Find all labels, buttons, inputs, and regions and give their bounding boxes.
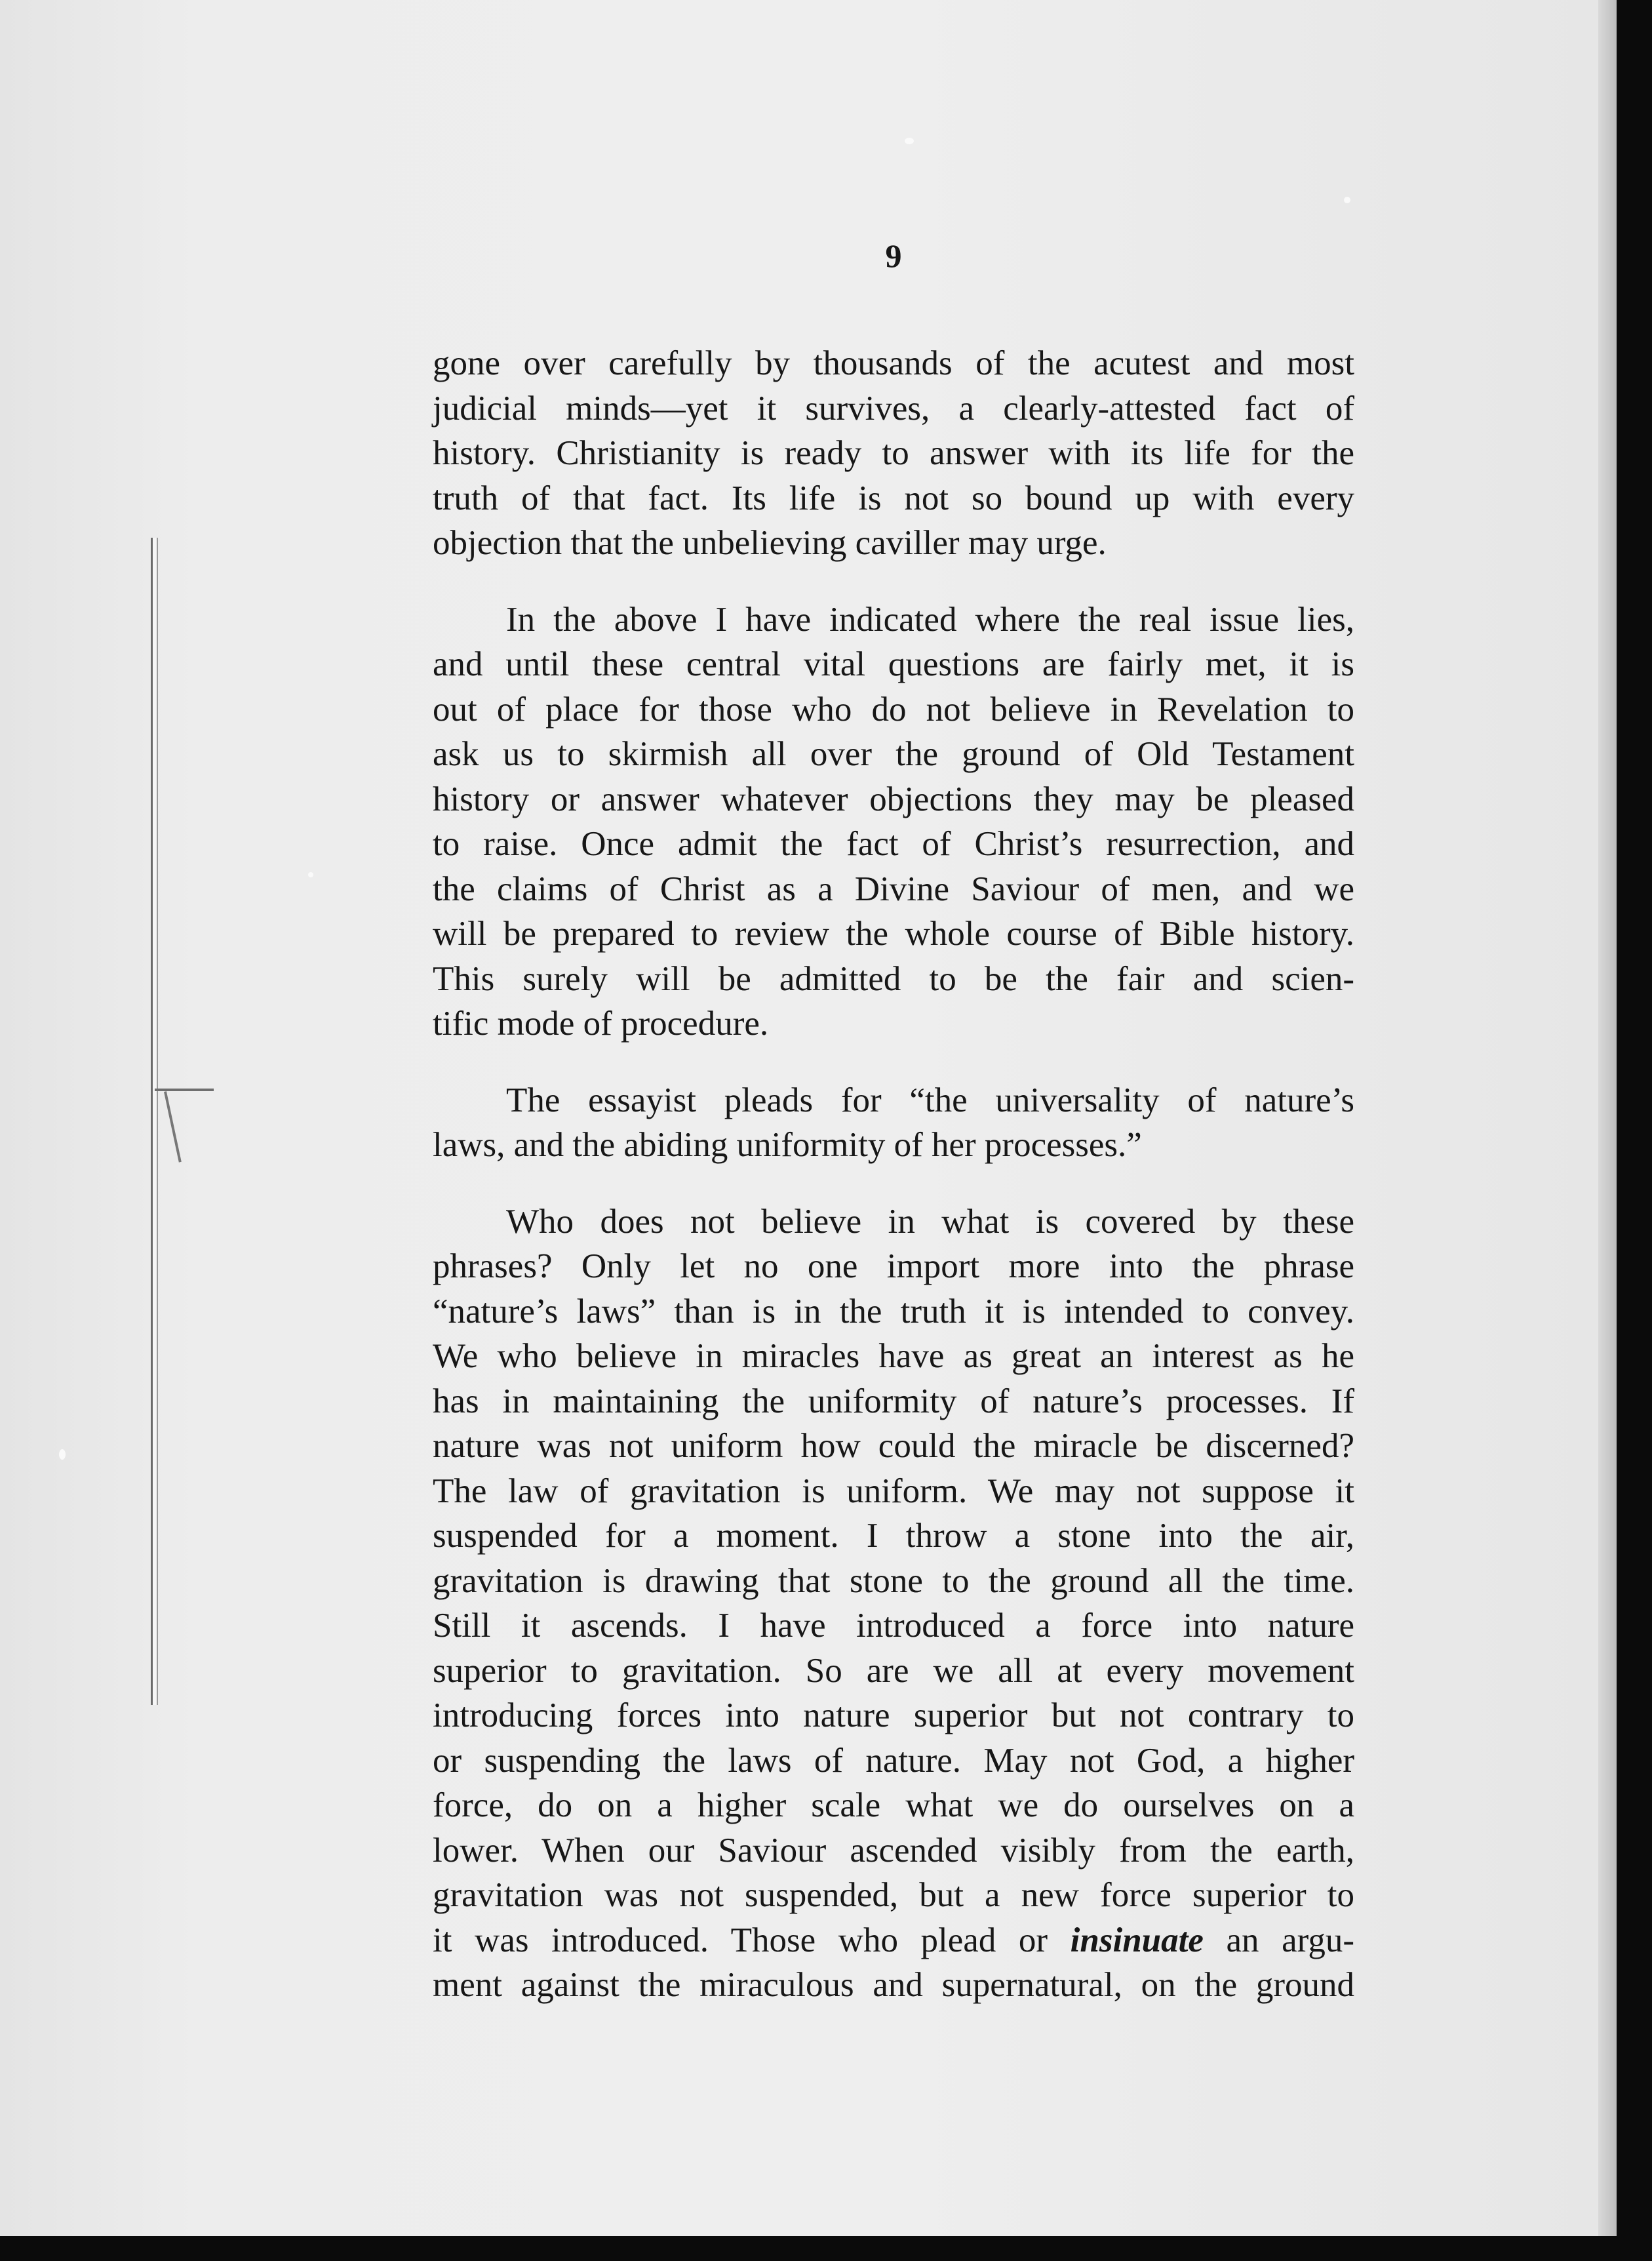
page-edge-shadow: [1598, 0, 1617, 2236]
emphasized-word: insinuate: [1070, 1921, 1204, 1959]
text-line: The essayist pleads for “the universality of nature’s: [506, 1081, 1354, 1119]
text-line: ask us to skirmish all over the ground of Old Testament: [433, 735, 1354, 773]
page-number: 9: [885, 237, 902, 274]
text-line: truth of that fact. Its life is not so bound up with every: [433, 479, 1354, 517]
text-line: out of place for those who do not believe in Revelation to: [433, 690, 1354, 729]
text-line: or suspending the laws of nature. May not God, a higher: [433, 1741, 1354, 1780]
binding-thread: [151, 538, 158, 1705]
paragraph: [433, 341, 1354, 566]
text-line: gone over carefully by thousands of the acutest and most: [433, 344, 1354, 382]
text-line: history. Christianity is ready to answer with its life for the: [433, 434, 1354, 472]
text-line: has in maintaining the uniformity of nature’s processes. If: [433, 1382, 1354, 1420]
text-line: The law of gravitation is uniform. We may not suppose it: [433, 1471, 1354, 1510]
text-line: suspended for a moment. I throw a stone into the air,: [433, 1517, 1354, 1555]
text-line: objection that the unbelieving caviller may urge.: [433, 524, 1107, 562]
text-line: history or answer whatever objections they may be pleased: [433, 780, 1354, 818]
text-line: to raise. Once admit the fact of Christ’s resurrection, and: [433, 825, 1354, 863]
page-body: [433, 236, 1354, 2008]
text-line: tific mode of procedure.: [433, 1005, 769, 1043]
text-line: ment against the miraculous and supernatural, on the ground: [433, 1966, 1354, 2004]
paper-speck: [59, 1449, 66, 1460]
text-line: superior to gravitation. So are we all at every movement: [433, 1651, 1354, 1690]
text-line: and until these central vital questions are fairly met, it is: [433, 645, 1354, 683]
paragraph: [433, 1078, 1354, 1168]
text-line: introducing forces into nature superior but not contrary to: [433, 1696, 1354, 1734]
text-line: phrases? Only let no one import more into the phrase: [433, 1247, 1354, 1285]
text-line: lower. When our Saviour ascended visibly from the earth,: [433, 1831, 1354, 1870]
binding-knot: [155, 1089, 214, 1091]
text-line: gravitation is drawing that stone to the ground all the time.: [433, 1561, 1354, 1600]
text-line: nature was not uniform how could the miracle be discerned?: [433, 1427, 1354, 1465]
text-line: Who does not believe in what is covered by these: [506, 1202, 1354, 1241]
text-line: judicial minds—yet it survives, a clearly-attested fact of: [433, 389, 1354, 428]
text-line: will be prepared to review the whole course of Bible history.: [433, 915, 1354, 953]
text-line-with-italic: it was introduced. Those who plead or insinuate an argu-: [433, 1921, 1354, 1959]
text-line: This surely will be admitted to be the fair and scien-: [433, 959, 1354, 998]
paragraph: [433, 1199, 1354, 2008]
binding-knot-tail: [164, 1091, 182, 1162]
paper-speck: [308, 872, 313, 877]
text-line: gravitation was not suspended, but a new force superior to: [433, 1876, 1354, 1914]
text-line: laws, and the abiding uniformity of her processes.”: [433, 1126, 1142, 1164]
text-line: We who believe in miracles have as great an interest as he: [433, 1337, 1354, 1375]
paper-speck: [905, 138, 914, 144]
text-line: the claims of Christ as a Divine Saviour of men, and we: [433, 870, 1354, 908]
text-line: “nature’s laws” than is in the truth it is intended to convey.: [433, 1292, 1354, 1331]
paper-speck: [1344, 197, 1350, 203]
text-line: force, do on a higher scale what we do ourselves on a: [433, 1786, 1354, 1824]
text-line: In the above I have indicated where the real issue lies,: [506, 600, 1354, 639]
text-line: Still it ascends. I have introduced a force into nature: [433, 1607, 1354, 1645]
paragraph: [433, 597, 1354, 1047]
